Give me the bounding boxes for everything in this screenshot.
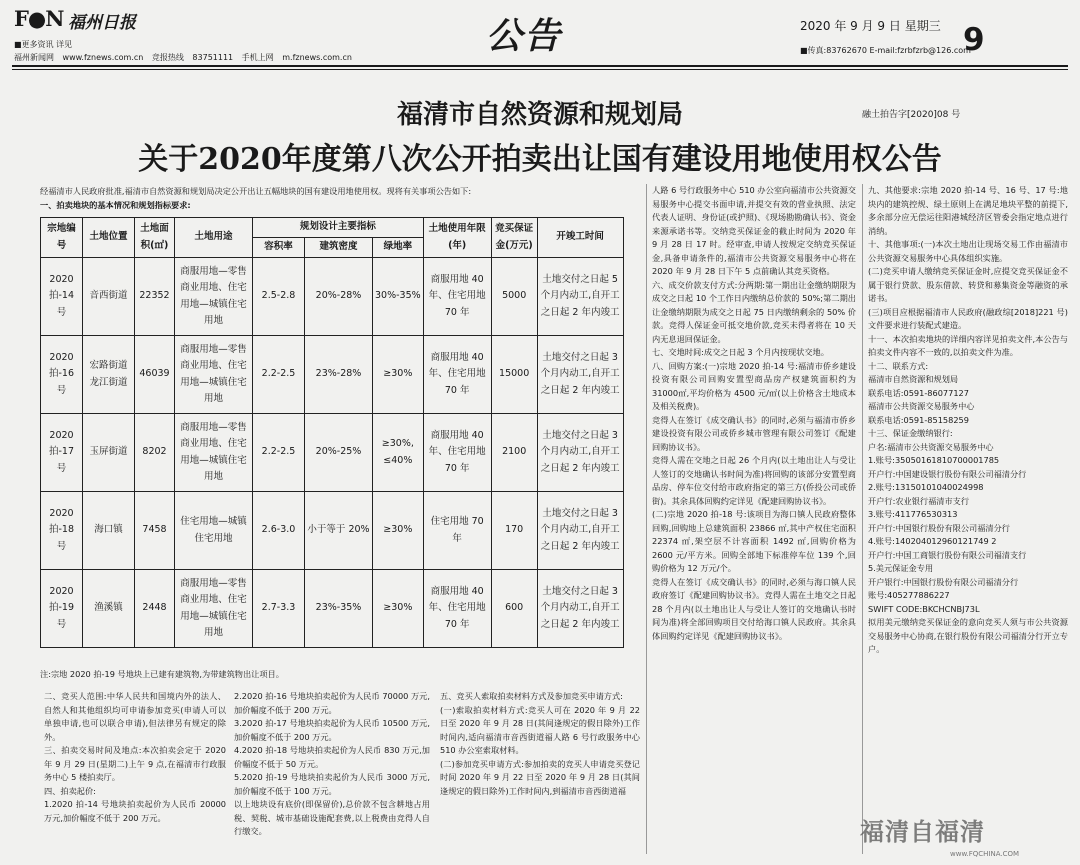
cell-term: 商服用地 40 年、住宅用地 70 年 <box>423 336 491 414</box>
header-term: 土地使用年限(年) <box>423 218 491 258</box>
cell-far: 2.5-2.8 <box>253 258 305 336</box>
cell-loc: 宏路街道龙江街道 <box>83 336 135 414</box>
table-row <box>41 336 624 414</box>
cell-start: 土地交付之日起 3 个月内动工,自开工之日起 2 年内竣工 <box>537 570 623 648</box>
right-column-text: 九、其他要求:宗地 2020 拍-14 号、16 号、17 号:地块内的建筑控规、绿土原则上在满足地块平整的前提下,多余部分应无偿运往阳港城经济区管委会指定地点进行消纳。 十、其他事项:(一)本次土地出让现场交易工作由福清市公共资源交易服务中心具体组织实施。 (二)竞买申请人缴纳竞买保证金时,应提交竞买保证金不属于银行贷款、股东借款、转贷和募集资金等融资的承诺书。 (三)项目应根据福清市人民政府(融政综[2018]221 号)文件要求进行装配式建造。 十一、本次拍卖地块的详细内容详见拍卖文件,本公告与拍卖文件内容不一致的,以拍卖文件为准。 十二、联系方式: 福清市自然资源和规划局 联系电话:0591-86077127 福清市公共资源交易服务中心 联系电话:0591-85158259 十三、保证金缴纳银行: 户名:福清市公共资源交易服务中心 1.账号:35050161810700001785 开户行:中国建设银行股份有限公司福清分行 2.账号:13150101040024998 开户行:农业银行福清市支行 3.账号:411776530313 开户行:中国银行股份有限公司福清分行 4.账号:140204012960121749 2 开户行:中国工商银行股份有限公司福清支行 5.美元保证金专用 开户银行:中国银行股份有限公司福清分行 账号:405277886227 SWIFT CODE:BKCHCNBJ73L 拟用美元缴纳竞买保证金的意向竞买人须与市公共资源交易服务中心协商,在银行股份有限公司福清分行开立专户。 <box>868 185 1068 654</box>
cell-area: 7458 <box>135 492 175 570</box>
cell-no: 2020 拍-18 号 <box>41 492 83 570</box>
header-far: 容积率 <box>253 238 305 258</box>
cell-deposit: 170 <box>491 492 537 570</box>
table-row <box>41 258 624 336</box>
cell-far: 2.2-2.5 <box>253 336 305 414</box>
cell-deposit: 2100 <box>491 414 537 492</box>
cell-density: 20%-28% <box>305 258 373 336</box>
table-row <box>41 414 624 492</box>
newspaper-name: 福州日报 <box>68 13 136 33</box>
cell-area: 46039 <box>135 336 175 414</box>
cell-term: 商服用地 40 年、住宅用地 70 年 <box>423 414 491 492</box>
column-divider <box>646 184 647 854</box>
cell-far: 2.7-3.3 <box>253 570 305 648</box>
header-area: 土地面积(㎡) <box>135 218 175 258</box>
cell-start: 土地交付之日起 3 个月内动工,自开工之日起 2 年内竣工 <box>537 414 623 492</box>
cell-green: 30%-35% <box>373 258 424 336</box>
more-info-label: ■更多资讯 详见 <box>14 40 73 49</box>
cell-term: 住宅用地 70 年 <box>423 492 491 570</box>
cell-density: 小于等于 20% <box>305 492 373 570</box>
cell-green: ≥30% <box>373 336 424 414</box>
cell-no: 2020 拍-16 号 <box>41 336 83 414</box>
header-deposit: 竞买保证金(万元) <box>491 218 537 258</box>
table-note: 注:宗地 2020 拍-19 号地块上已建有建筑物,为带建筑物出让项目。 <box>40 669 284 679</box>
watermark-url: www.FQCHINA.COM <box>950 850 1020 858</box>
header-location: 土地位置 <box>83 218 135 258</box>
cell-green: ≥30% <box>373 570 424 648</box>
cell-far: 2.6-3.0 <box>253 492 305 570</box>
bottom-column-3: 五、竞买人索取拍卖材料方式及参加竞买申请方式: (一)索取拍卖材料方式:竞买人可在 2020 年 9 月 22 日至 2020 年 9 月 28 日(其间逢规定的假日除外)工作时间内,适向福清市音西街道福人路 6 号行政服务中心 510 办公室索取材料。 (二)参加竞买申请方式:参加拍卖的竞买人申请竞买登记时间 2020 年 9 月 22 日至 2020 年 9 月 28 日(其间逢规定的假日除外)工作时间内,到福清市音西街道福 <box>440 691 640 796</box>
cell-density: 20%-25% <box>305 414 373 492</box>
section1-title: 一、拍卖地块的基本情况和规划指标要求: <box>40 200 191 210</box>
watermark-logo: 福清自福清 <box>860 818 985 846</box>
column-divider <box>862 184 863 854</box>
cell-area: 8202 <box>135 414 175 492</box>
cell-area: 22352 <box>135 258 175 336</box>
table-row <box>41 570 624 648</box>
contact-fax-email: ■传真:83762670 E-mail:fzrbfzrb@126.com <box>800 46 971 55</box>
newspaper-logo: F●N <box>14 6 64 31</box>
land-parcel-table <box>40 217 624 648</box>
headline-line1: 福清市自然资源和规划局 <box>396 100 683 130</box>
masthead-rule-thin <box>12 69 1068 70</box>
cell-use: 商服用地—零售商业用地、住宅用地—城镇住宅用地 <box>175 570 253 648</box>
cell-start: 土地交付之日起 3 个月内动工,自开工之日起 2 年内竣工 <box>537 492 623 570</box>
section-title: 公告 <box>486 16 563 57</box>
header-planning-indicators: 规划设计主要指标 <box>253 218 424 238</box>
header-start-time: 开竣工时间 <box>537 218 623 258</box>
headline-line2: 关于2020年度第八次公开拍卖出让国有建设用地使用权公告 <box>138 142 942 177</box>
cell-density: 23%-35% <box>305 570 373 648</box>
cell-deposit: 15000 <box>491 336 537 414</box>
cell-green: ≥30%, ≤40% <box>373 414 424 492</box>
cell-far: 2.2-2.5 <box>253 414 305 492</box>
page-number: 9 <box>963 22 985 58</box>
cell-use: 住宅用地—城镇住宅用地 <box>175 492 253 570</box>
cell-term: 商服用地 40 年、住宅用地 70 年 <box>423 258 491 336</box>
cell-term: 商服用地 40 年、住宅用地 70 年 <box>423 570 491 648</box>
table-row <box>41 492 624 570</box>
site-links: 福州新闻网 www.fznews.com.cn 竞报热线 83751111 手机上网 m.fznews.com.cn <box>14 53 352 62</box>
bottom-column-2: 2.2020 拍-16 号地块拍卖起价为人民币 70000 万元,加价幅度不低于 200 万元。 3.2020 拍-17 号地块拍卖起价为人民币 10500 万元,加价幅度不低于 200 万元。 4.2020 拍-18 号地块拍卖起价为人民币 830 万元,加价幅度不低于 50 万元。 5.2020 拍-19 号地块拍卖起价为人民币 3000 万元,加价幅度不低于 100 万元。 以上地块设有底价(即保留价),总价款不包含耕地占用税、契税、城市基础设施配套费,以上税费由竞得人自行缴交。 <box>234 691 430 836</box>
cell-loc: 音西街道 <box>83 258 135 336</box>
header-parcel-no: 宗地编号 <box>41 218 83 258</box>
cell-density: 23%-28% <box>305 336 373 414</box>
header-land-use: 土地用途 <box>175 218 253 258</box>
cell-loc: 渔溪镇 <box>83 570 135 648</box>
cell-green: ≥30% <box>373 492 424 570</box>
cell-no: 2020 拍-17 号 <box>41 414 83 492</box>
cell-use: 商服用地—零售商业用地、住宅用地—城镇住宅用地 <box>175 258 253 336</box>
cell-start: 土地交付之日起 3 个月内动工,自开工之日起 2 年内竣工 <box>537 336 623 414</box>
cell-deposit: 600 <box>491 570 537 648</box>
masthead-rule <box>12 65 1068 67</box>
issue-date: 2020 年 9 月 9 日 星期三 <box>800 19 941 33</box>
cell-start: 土地交付之日起 5 个月内动工,自开工之日起 2 年内竣工 <box>537 258 623 336</box>
cell-loc: 玉屏街道 <box>83 414 135 492</box>
cell-deposit: 5000 <box>491 258 537 336</box>
bottom-column-1: 二、竞买人范围:中华人民共和国境内外的法人、自然人和其他组织均可申请参加竞买(申请人可以单独申请,也可以联合申请),但法律另有规定的除外。 三、拍卖交易时间及地点:本次拍卖会定于 2020 年 9 月 29 日(星期二)上午 9 点,在福清市行政服务中心 5 楼拍卖厅。 四、拍卖起价: 1.2020 拍-14 号地块拍卖起价为人民币 20000 万元,加价幅度不低于 200 万元。 <box>44 691 226 823</box>
header-density: 建筑密度 <box>305 238 373 258</box>
intro-text: 经福清市人民政府批准,福清市自然资源和规划局决定公开出让五幅地块的国有建设用地使用权。现将有关事项公告如下: <box>40 186 472 196</box>
cell-no: 2020 拍-14 号 <box>41 258 83 336</box>
cell-use: 商服用地—零售商业用地、住宅用地—城镇住宅用地 <box>175 336 253 414</box>
header-green: 绿地率 <box>373 238 424 258</box>
cell-loc: 海口镇 <box>83 492 135 570</box>
cell-area: 2448 <box>135 570 175 648</box>
cell-no: 2020 拍-19 号 <box>41 570 83 648</box>
document-number: 融土拍告字[2020]08 号 <box>862 110 961 120</box>
middle-column-text: 人路 6 号行政服务中心 510 办公室向福清市公共资源交易服务中心提交书面申请,并提交有效的营业执照、法定代表人证明、身份证(或护照)、《现场勘勘确认书》、资金来源承诺书等。交纳竞买保证金的截止时间为 2020 年 9 月 28 日 17 时。经审查,申请人按规定交纳竞买保证金,具备申请条件的,福清市公共资源交易服务中心将在 2020 年 9 月 28 日下午 5 点前确认其竞买资格。 六、成交价款支付方式:分两期:第一期出让金缴纳期限为成交之日起 10 个工作日内缴纳总价款的 50%;第二期出让金缴纳期限为成交之日起 75 日内缴纳剩余的 50% 价款。竞得人保证金可抵交地价款,竞买未得者将在 10 天内无息退回保证金。 七、交地时间:成交之日起 3 个月内按现状交地。 八、回购方案:(一)宗地 2020 拍-14 号:福清市侨乡建设投资有限公司回购安置型商品房产权建筑面积约为 31000㎡,平均价格为 4500 元/㎡(以上价格含土地成本及相关税费)。 竞得人在签订《成交确认书》的同时,必须与福清市侨乡建设投资有限公司或侨乡城市管理有限公司签订《配建回购协议书》。 竞得人需在交地之日起 26 个月内(以土地出让人与受让人签订的交地确认书时间为准)将回购的该部分安置型商品房、停车位交付给市政府指定的第三方(侨投公司或侨街)。其余具体回购约定详见《配建回购协议书》。 (二)宗地 2020 拍-18 号:该项目为海口镇人民政府整体回购,回购地上总建筑面积 23866 ㎡,其中产权住宅面积 22374 ㎡,架空层不计容面积 1492 ㎡,回购价格为 2600 元/平方米。回购全部地下标准停车位 139 个,回购价格为 12 万元/个。 竞得人在签订《成交确认书》的同时,必须与海口镇人民政府签订《配建回购协议书》。竞得人需在土地交之日起 28 个月内(以土地出让人与受让人签订的交地确认书时间为准)将全部回购项目交付给海口镇人民政府。其余具体回购约定详见《配建回购协议书》。 <box>652 185 856 641</box>
cell-use: 商服用地—零售商业用地、住宅用地—城镇住宅用地 <box>175 414 253 492</box>
